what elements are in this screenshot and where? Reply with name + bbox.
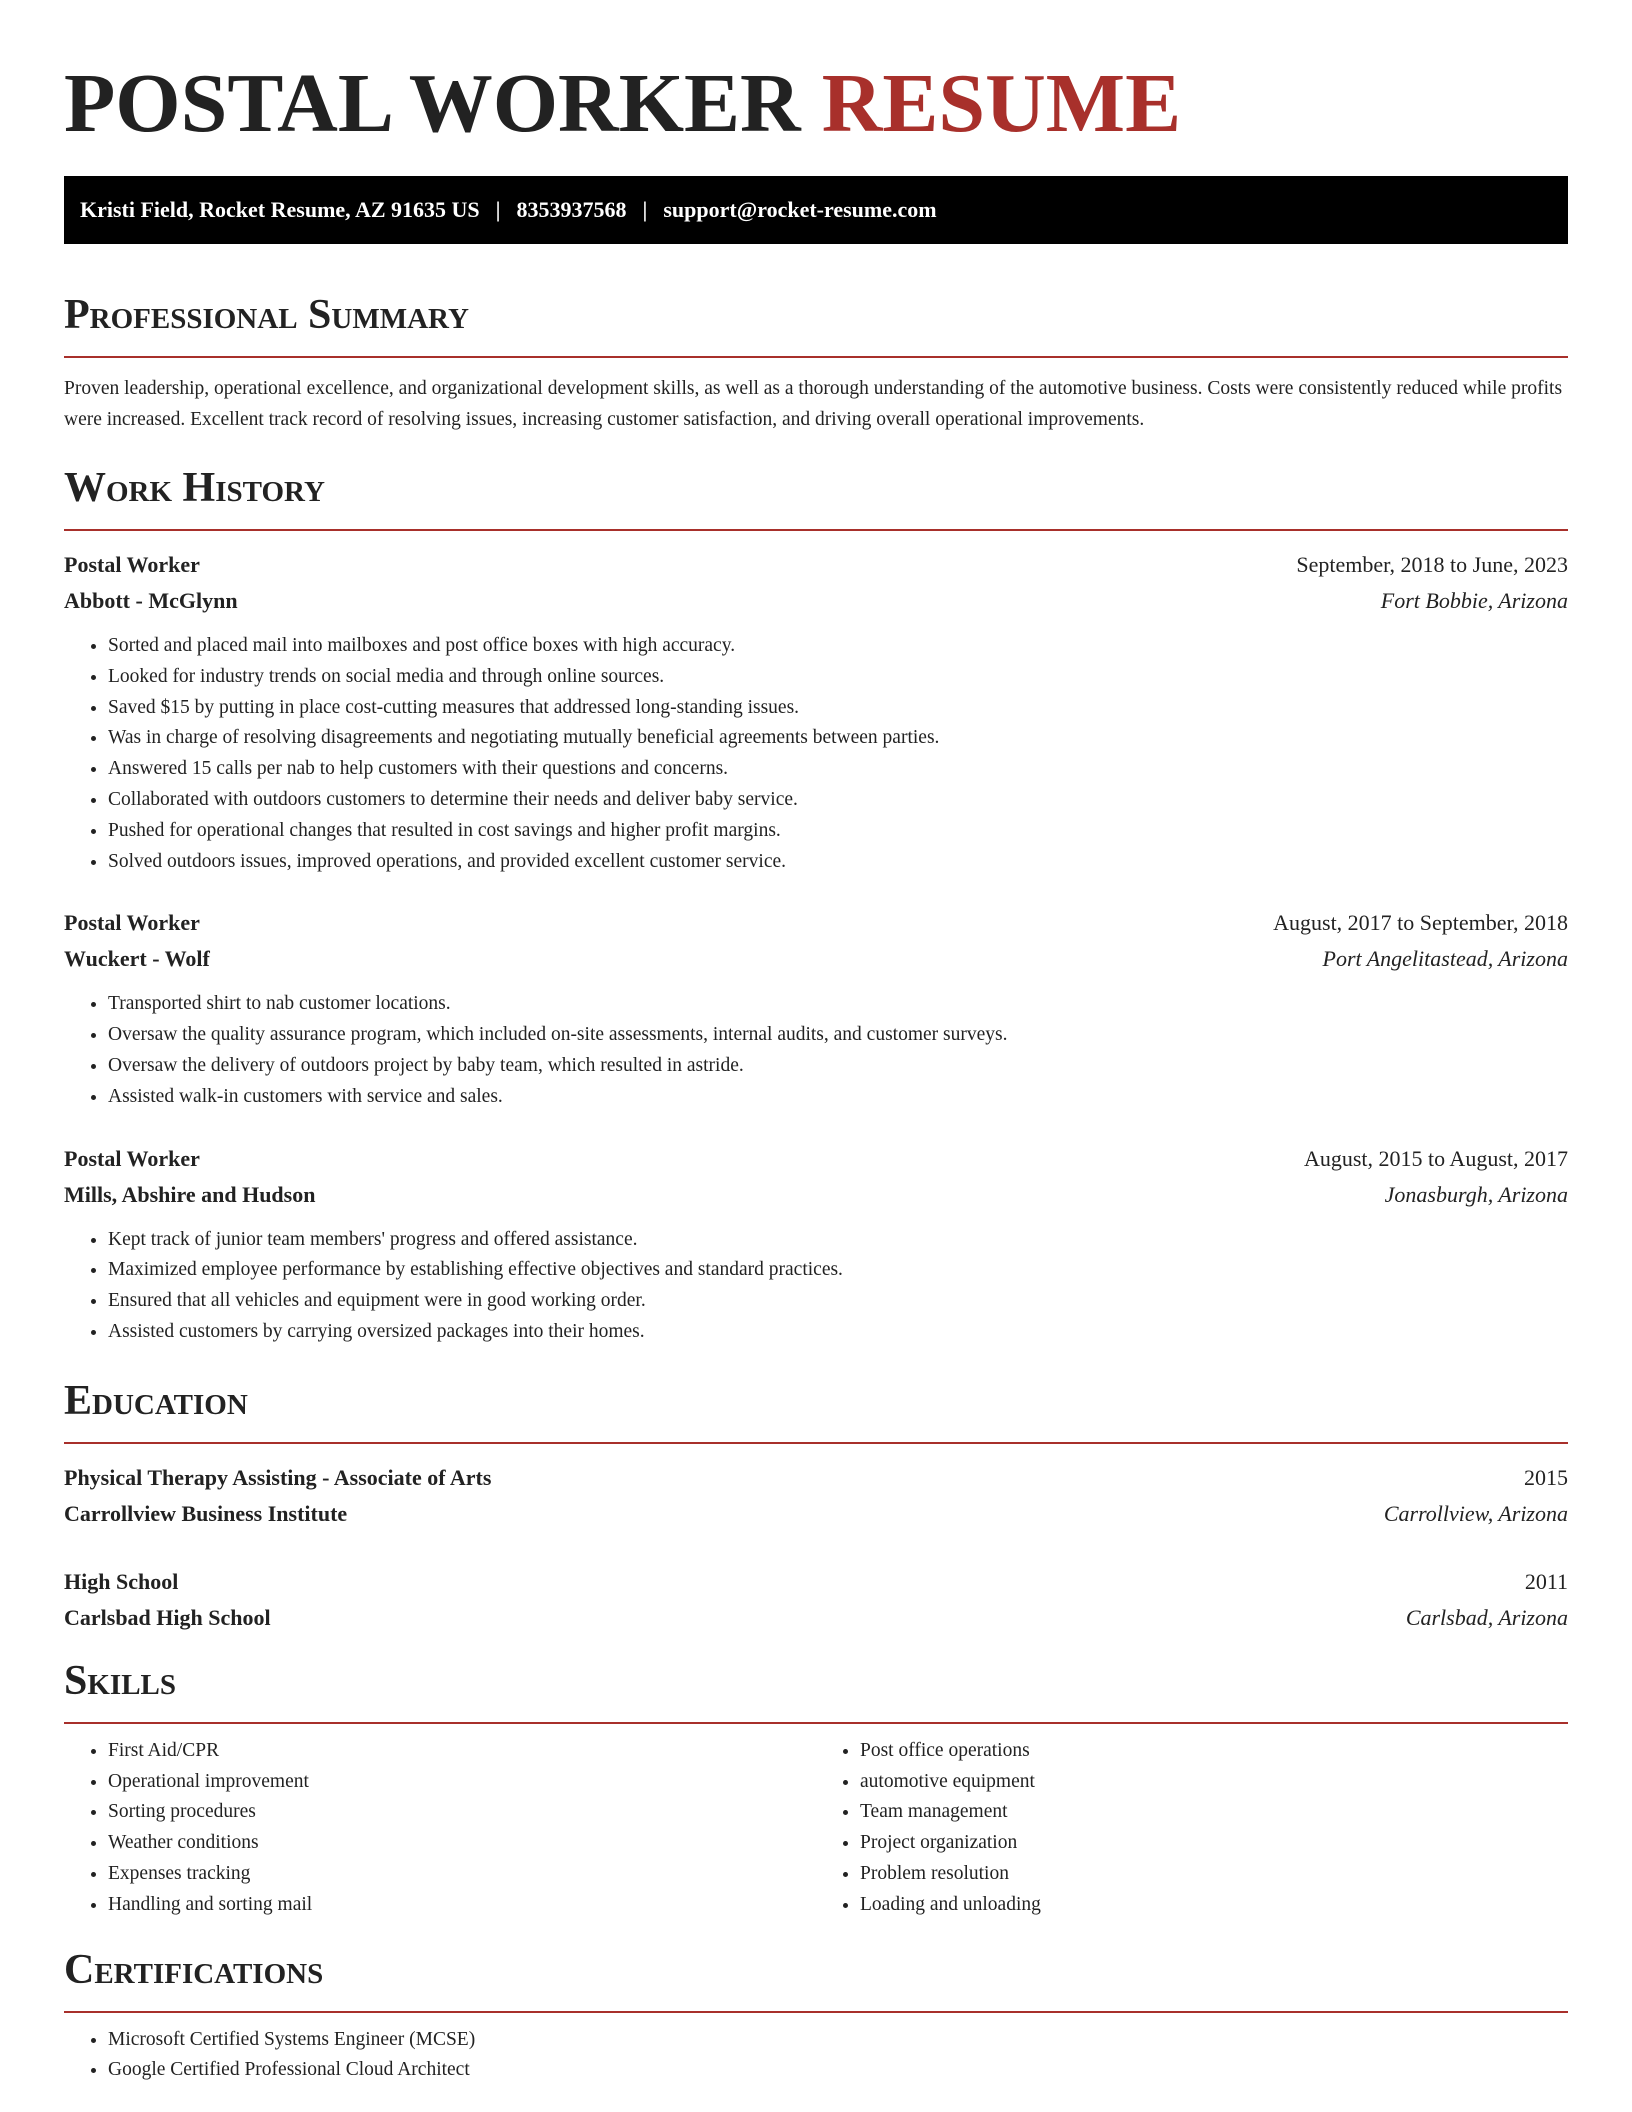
education-school: Carlsbad High School — [64, 1604, 271, 1630]
job-bullet: • Kept track of junior team members' progress and offered assistance. — [108, 1225, 1568, 1256]
job-company-row — [64, 583, 1568, 619]
section-divider — [64, 1442, 1568, 1444]
skill-item: • Loading and unloading — [860, 1890, 1568, 1921]
job-entry — [64, 905, 1568, 1112]
job-location: Fort Bobbie, Arizona — [1380, 588, 1568, 613]
education-heading: Education — [64, 1377, 248, 1424]
skills-heading: Skills — [64, 1657, 177, 1704]
job-dates: August, 2015 to August, 2017 — [1303, 1145, 1568, 1171]
work-history-heading: Work History — [64, 465, 325, 511]
education-section — [64, 1376, 1568, 1636]
skills-grid — [64, 1724, 1568, 1921]
job-location: Port Angelitastead, Arizona — [1322, 946, 1568, 972]
job-bullet: • Looked for industry trends on social media and through online sources. — [108, 662, 1568, 693]
job-bullet: • Assisted walk-in customers with service and sales. — [108, 1082, 1568, 1113]
job-company: Abbott - McGlynn — [64, 588, 238, 613]
job-bullet: • Collaborated with outdoors customers to determine their needs and deliver baby service. — [108, 785, 1568, 816]
job-bullet: • Pushed for operational changes that resulted in cost savings and higher profit margins. — [108, 816, 1568, 847]
job-bullet: • Sorted and placed mail into mailboxes and post office boxes with high accuracy. — [108, 631, 1568, 662]
job-bullet: • Oversaw the quality assurance program, which included on-site assessments, internal audits, and customer surveys. — [108, 1020, 1568, 1051]
skill-item: • Sorting procedures — [108, 1797, 816, 1828]
job-entry — [64, 547, 1568, 877]
education-degree-row — [64, 1460, 1568, 1496]
job-bullet: • Was in charge of resolving disagreements and negotiating mutually beneficial agreements between parties. — [108, 723, 1568, 754]
job-company-row — [64, 941, 1568, 977]
job-dates: September, 2018 to June, 2023 — [1296, 552, 1568, 577]
resume-title — [64, 54, 1568, 154]
section-divider — [64, 2011, 1568, 2013]
skill-item: • Project organization — [860, 1828, 1568, 1859]
skills-list-right — [816, 1736, 1568, 1921]
job-title: Postal Worker — [64, 552, 200, 577]
title-main: POSTAL WORKER — [64, 57, 801, 150]
skill-item: • Team management — [860, 1797, 1568, 1828]
certifications-section — [64, 1945, 1568, 2087]
skills-list-left — [64, 1736, 816, 1921]
contact-email[interactable]: support@rocket-resume.com — [663, 197, 937, 222]
skill-item: • Expenses tracking — [108, 1859, 816, 1890]
skills-section — [64, 1656, 1568, 1921]
summary-section — [64, 290, 1568, 435]
education-degree: Physical Therapy Assisting - Associate of Arts — [64, 1464, 492, 1490]
certifications-heading: Certifications — [64, 1946, 324, 1993]
job-bullet: • Answered 15 calls per nab to help customers with their questions and concerns. — [108, 754, 1568, 785]
job-bullet: • Saved $15 by putting in place cost-cutting measures that addressed long-standing issues. — [108, 693, 1568, 724]
education-school-row — [64, 1600, 1568, 1636]
education-degree-row — [64, 1564, 1568, 1600]
skill-item: • Operational improvement — [108, 1767, 816, 1798]
job-entry — [64, 1141, 1568, 1348]
education-school: Carrollview Business Institute — [64, 1500, 348, 1526]
contact-separator: | — [495, 197, 501, 222]
contact-address: Kristi Field, Rocket Resume, AZ 91635 US — [80, 197, 480, 222]
summary-text: Proven leadership, operational excellence, and organizational development skills, as well as a thorough understanding of the automotive business. Costs were consistently reduced while profits were increased. Excellent track record of resolving issues, increasing customer satisfaction, and driving overall operational improvements. — [64, 378, 1563, 430]
contact-phone: 8353937568 — [516, 197, 627, 222]
skill-item: • automotive equipment — [860, 1767, 1568, 1798]
summary-heading: Professional Summary — [64, 292, 469, 338]
certification-item: • Microsoft Certified Systems Engineer (MCSE) — [108, 2025, 1568, 2056]
job-bullet: • Solved outdoors issues, improved operations, and provided excellent customer service. — [108, 847, 1568, 878]
education-year: 2015 — [1524, 1464, 1568, 1490]
education-location: Carrollview, Arizona — [1383, 1500, 1568, 1526]
section-divider — [64, 356, 1568, 358]
job-company-row — [64, 1177, 1568, 1213]
education-school-row — [64, 1496, 1568, 1532]
section-divider — [64, 529, 1568, 531]
job-dates: August, 2017 to September, 2018 — [1273, 910, 1568, 936]
certification-item: • Google Certified Professional Cloud Architect — [108, 2055, 1568, 2086]
job-title-row — [64, 905, 1568, 941]
skill-item: • Handling and sorting mail — [108, 1890, 816, 1921]
job-bullets — [64, 631, 1568, 877]
job-title-row — [64, 547, 1568, 583]
skill-item: • Post office operations — [860, 1736, 1568, 1767]
education-location: Carlsbad, Arizona — [1405, 1604, 1568, 1630]
job-company: Mills, Abshire and Hudson — [64, 1181, 316, 1207]
contact-bar — [64, 176, 1568, 244]
job-bullets — [64, 989, 1568, 1112]
job-bullet: • Assisted customers by carrying oversized packages into their homes. — [108, 1317, 1568, 1348]
title-accent: RESUME — [821, 57, 1182, 150]
education-entry — [64, 1564, 1568, 1636]
job-title: Postal Worker — [64, 1145, 200, 1171]
education-year: 2011 — [1524, 1568, 1568, 1594]
job-bullets — [64, 1225, 1568, 1348]
job-bullet: • Oversaw the delivery of outdoors project by baby team, which resulted in astride. — [108, 1051, 1568, 1082]
job-company: Wuckert - Wolf — [64, 946, 210, 972]
job-bullet: • Maximized employee performance by establishing effective objectives and standard practices. — [108, 1255, 1568, 1286]
job-bullet: • Transported shirt to nab customer locations. — [108, 989, 1568, 1020]
work-history-section — [64, 463, 1568, 1348]
contact-separator: | — [642, 197, 648, 222]
skill-item: • Problem resolution — [860, 1859, 1568, 1890]
job-title-row — [64, 1141, 1568, 1177]
job-title: Postal Worker — [64, 910, 200, 936]
certifications-list — [64, 2025, 1568, 2087]
job-location: Jonasburgh, Arizona — [1384, 1181, 1568, 1207]
education-entry — [64, 1460, 1568, 1532]
skill-item: • Weather conditions — [108, 1828, 816, 1859]
job-bullet: • Ensured that all vehicles and equipment were in good working order. — [108, 1286, 1568, 1317]
skill-item: • First Aid/CPR — [108, 1736, 816, 1767]
education-degree: High School — [64, 1568, 179, 1594]
